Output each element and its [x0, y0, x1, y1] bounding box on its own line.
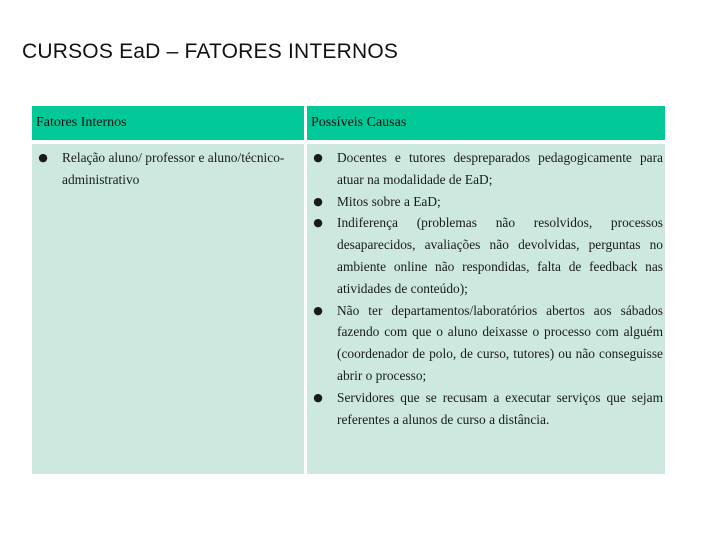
list-item-text: Mitos sobre a EaD; — [337, 193, 441, 209]
list-item-text: Servidores que se recusam a executar serviços que sejam referentes a alunos de curso a distância. — [337, 389, 663, 427]
possible-causes-cell — [307, 144, 665, 474]
list-item-text: Docentes e tutores despreparados pedagogicamente para atuar na modalidade de EaD; — [337, 150, 663, 187]
list-item-text: Indiferença (problemas não resolvidos, processos desaparecidos, avaliações não devolvidas, perguntas no ambiente online não respondidas, falta de feedback nas atividades de conteúdo); — [337, 215, 663, 296]
header-internal-factors: Fatores Internos — [32, 106, 304, 140]
list-item-text: Relação aluno/ professor e aluno/técnico-administrativo — [62, 150, 285, 187]
bullet-icon: ● — [313, 216, 323, 230]
list-item — [307, 212, 665, 299]
table-body-row — [32, 144, 665, 474]
list-item — [32, 147, 304, 191]
bullet-icon: ● — [313, 303, 323, 317]
internal-factors-cell — [32, 144, 304, 474]
bullet-icon: ● — [38, 151, 48, 164]
list-item-text: Não ter departamentos/laboratórios abertos aos sábados fazendo com que o aluno deixasse o processo com alguém (coordenador de polo, de curso, tutores) ou não conseguisse abrir o processo; — [337, 302, 663, 383]
list-item — [307, 300, 665, 387]
bullet-icon: ● — [313, 194, 323, 208]
list-item — [307, 387, 665, 431]
header-possible-causes: Possíveis Causas — [307, 106, 665, 140]
possible-causes-list — [307, 147, 665, 430]
bullet-icon: ● — [313, 151, 323, 164]
table-header-row — [32, 106, 665, 142]
list-item — [307, 191, 665, 213]
page-title: CURSOS EaD – FATORES INTERNOS — [22, 40, 399, 63]
factors-table — [32, 106, 665, 474]
list-item — [307, 147, 665, 191]
bullet-icon: ● — [313, 390, 323, 404]
internal-factors-list — [32, 147, 304, 191]
